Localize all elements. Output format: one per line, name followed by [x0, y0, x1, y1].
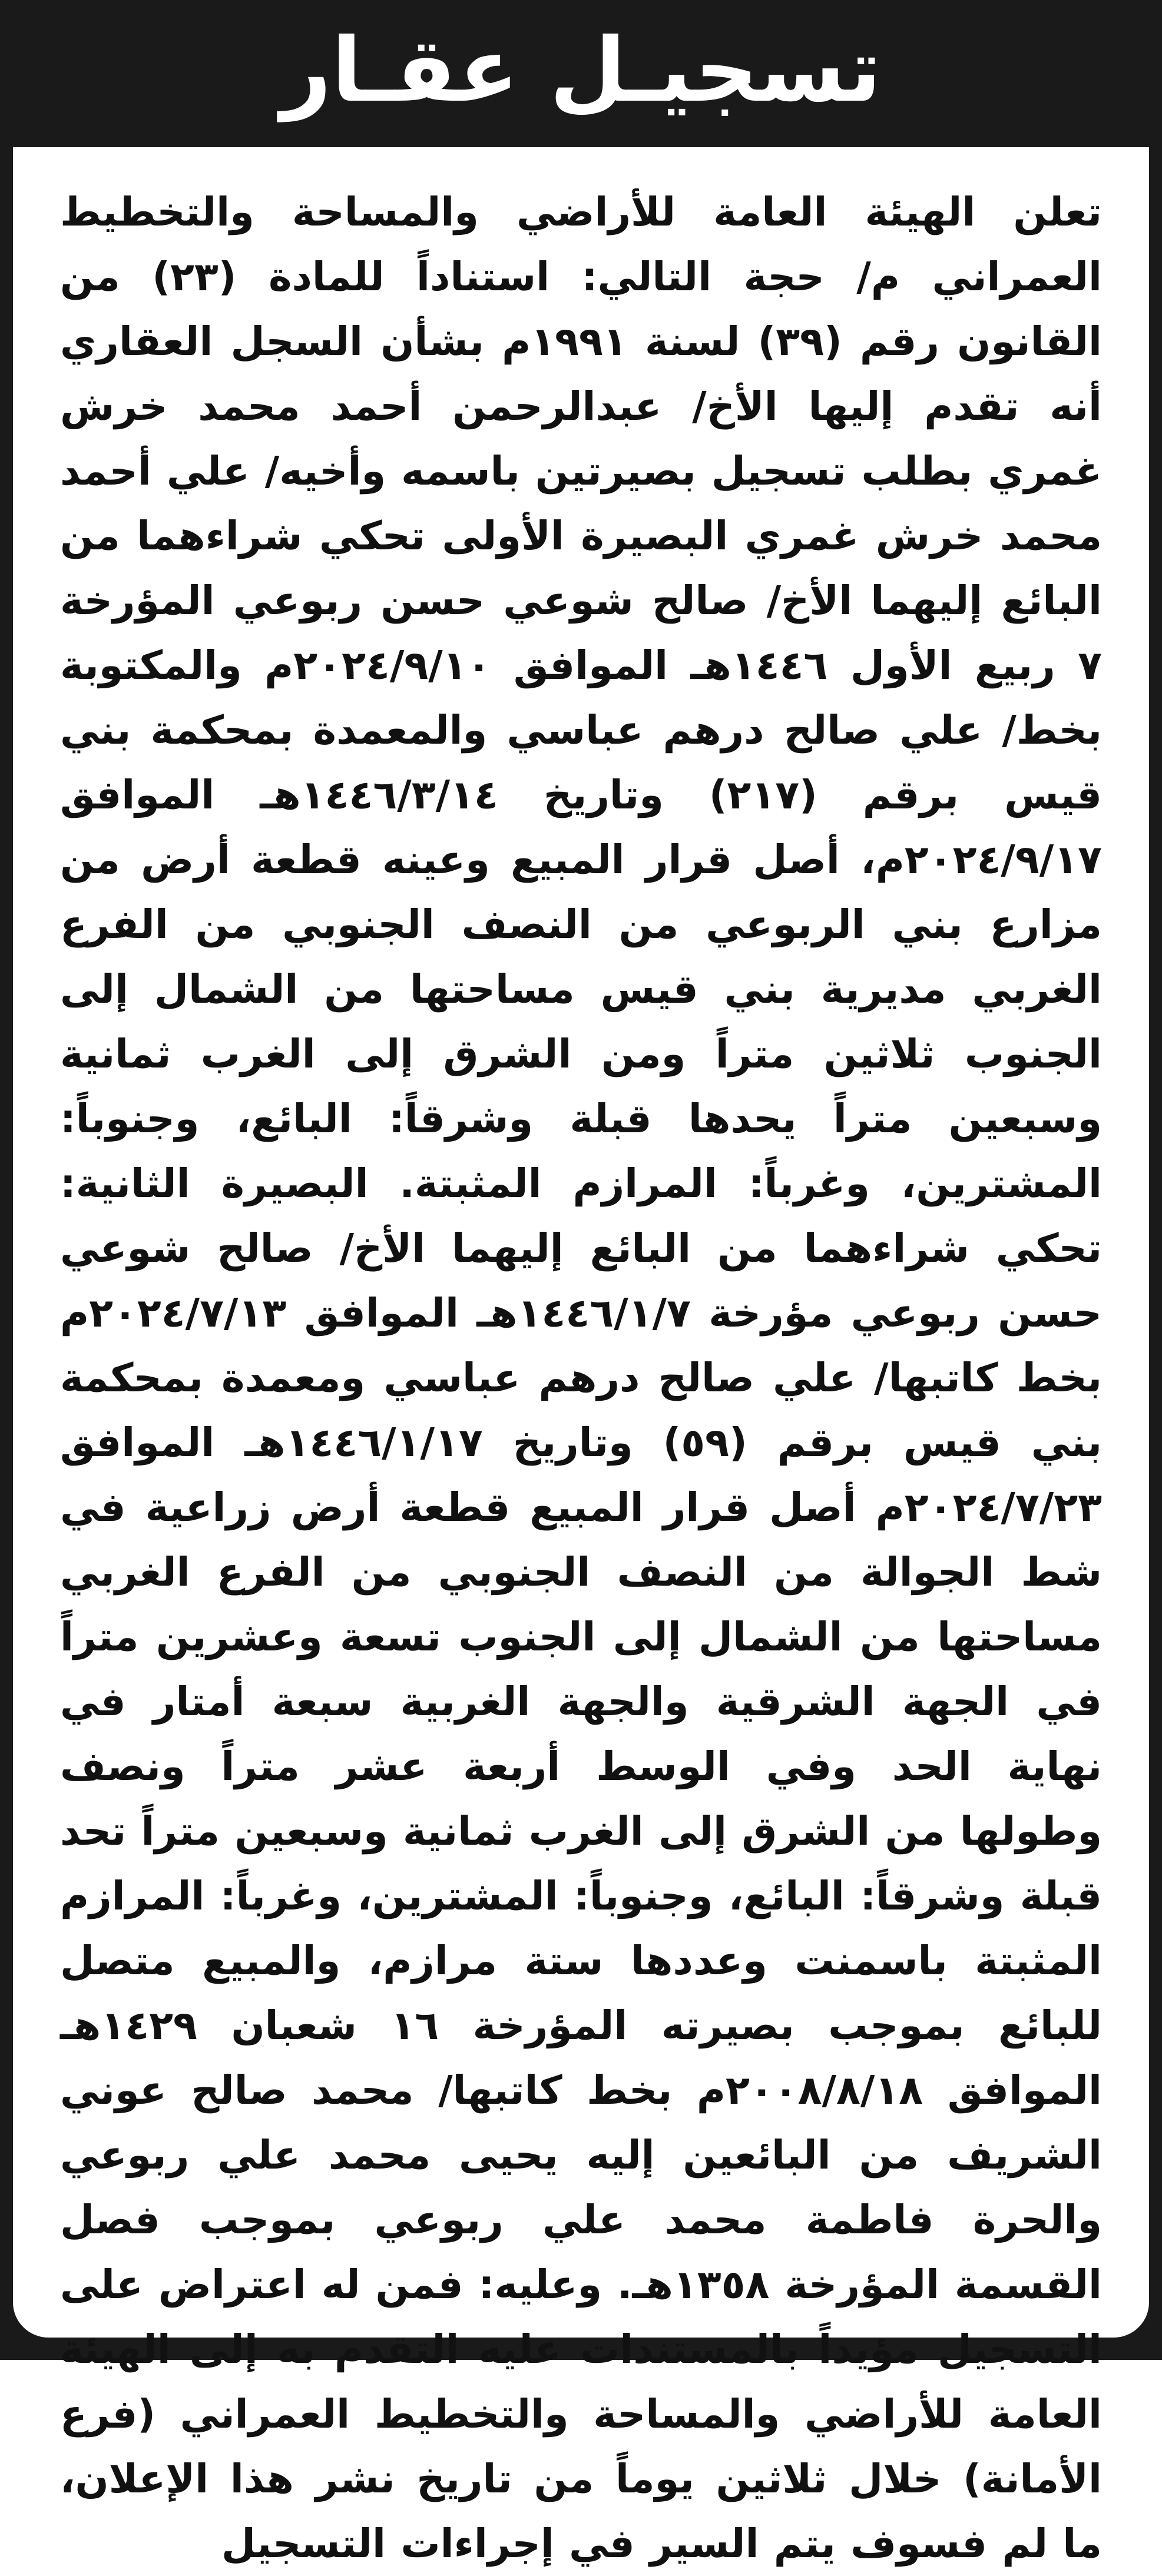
notice-header: [0, 0, 1162, 147]
notice-title: تسجيـل عقـار: [280, 19, 882, 122]
notice-body: [13, 147, 1149, 2567]
notice-text: تعلن الهيئة العامة للأراضي والمساحة والتخطيط العمراني م/ حجة التالي: استناداً للمادة (٢٣) من القانون رقم (٣٩) لسنة ١٩٩١م بشأن السجل العقاري أنه تقدم إليها الأخ/ عبدالرحمن أحمد محمد خرش غمري بطلب تسجيل بصيرتين باسمه وأخيه/ علي أحمد محمد خرش غمري البصيرة الأولى تحكي شراءهما من البائع إليهما الأخ/ صالح شوعي حسن ربوعي المؤرخة ٧ ربيع الأول ١٤٤٦هـ الموافق ٢٠٢٤/٩/١٠م والمكتوبة بخط/ علي صالح درهم عباسي والمعمدة بمحكمة بني قيس برقم (٢١٧) وتاريخ ١٤٤٦/٣/١٤هـ الموافق ٢٠٢٤/٩/١٧م، أصل قرار المبيع وعينه قطعة أرض من مزارع بني الربوعي من النصف الجنوبي من الفرع الغربي مديرية بني قيس مساحتها من الشمال إلى الجنوب ثلاثين متراً ومن الشرق إلى الغرب ثمانية وسبعين متراً يحدها قبلة وشرقاً: البائع، وجنوباً: المشترين، وغرباً: المرازم المثبتة. البصيرة الثانية: تحكي شراءهما من البائع إليهما الأخ/ صالح شوعي حسن ربوعي مؤرخة ١٤٤٦/١/٧هـ الموافق ٢٠٢٤/٧/١٣م بخط كاتبها/ علي صالح درهم عباسي ومعمدة بمحكمة بني قيس برقم (٥٩) وتاريخ ١٤٤٦/١/١٧هـ الموافق ٢٠٢٤/٧/٢٣م أصل قرار المبيع قطعة أرض زراعية في شط الجوالة من النصف الجنوبي من الفرع الغربي مساحتها من الشمال إلى الجنوب تسعة وعشرين متراً في الجهة الشرقية والجهة الغربية سبعة أمتار في نهاية الحد وفي الوسط أربعة عشر متراً ونصف وطولها من الشرق إلى الغرب ثمانية وسبعين متراً تحد قبلة وشرقاً: البائع، وجنوباً: المشترين، وغرباً: المرازم المثبتة باسمنت وعددها ستة مرازم، والمبيع متصل للبائع بموجب بصيرته المؤرخة ١٦ شعبان ١٤٢٩هـ الموافق ٢٠٠٨/٨/١٨م بخط كاتبها/ محمد صالح عوني الشريف من البائعين إليه يحيى محمد علي ربوعي والحرة فاطمة محمد علي ربوعي بموجب فصل القسمة المؤرخة ١٣٥٨هـ. وعليه: فمن له اعتراض على التسجيل مؤيداً بالمستندات عليه التقدم به إلى الهيئة العامة للأراضي والمساحة والتخطيط العمراني (فرع الأمانة) خلال ثلاثين يوماً من تاريخ نشر هذا الإعلان، ما لم فسوف يتم السير في إجراءات التسجيل: [60, 189, 1103, 2567]
